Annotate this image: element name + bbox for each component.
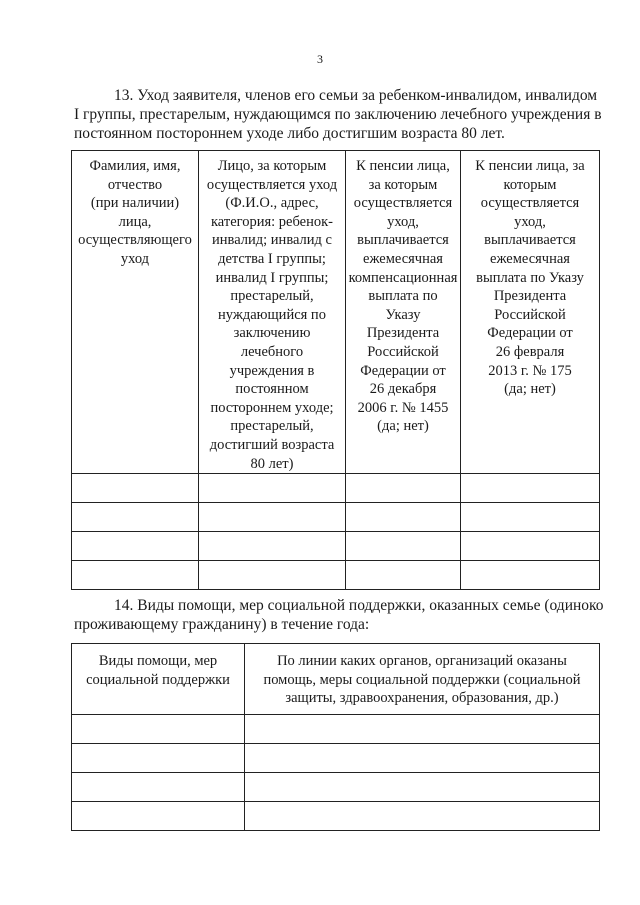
header-line: лечебного — [240, 343, 304, 360]
table-cell[interactable] — [199, 474, 346, 503]
header-line: которым — [503, 176, 557, 193]
header-line: 26 декабря — [369, 381, 437, 398]
header-line: К пенсии лица, за — [475, 158, 585, 174]
table-cell[interactable] — [72, 503, 199, 532]
care-table-header-cared-person — [199, 151, 346, 474]
header-line: К пенсии лица, — [356, 158, 450, 174]
header-line: престарелый, — [230, 418, 314, 435]
table-cell[interactable] — [346, 474, 461, 503]
table-cell[interactable] — [72, 474, 199, 503]
header-line: достигший возраста — [209, 436, 335, 453]
header-line: заключению — [233, 325, 311, 342]
header-line: 2006 г. № 1455 — [357, 399, 449, 416]
header-line: постоянном — [235, 381, 309, 398]
header-line: Федерации от — [487, 325, 573, 342]
header-line: Указу — [385, 306, 421, 323]
table-cell[interactable] — [461, 474, 600, 503]
header-line: осуществляется — [353, 195, 453, 212]
table-row — [72, 802, 600, 831]
table-cell[interactable] — [72, 561, 199, 590]
table-cell[interactable] — [72, 715, 245, 744]
table-cell[interactable] — [245, 744, 600, 773]
table-row — [72, 532, 600, 561]
header-line: 26 февраля — [495, 343, 565, 360]
header-line: социальной поддержки — [86, 671, 230, 688]
header-line: (да; нет) — [504, 381, 556, 398]
header-line: По линии каких органов, организаций оказаны — [277, 653, 567, 669]
header-line: за которым — [368, 176, 438, 193]
header-line: учреждения в — [229, 362, 315, 379]
header-line: (Ф.И.О., адрес, — [225, 195, 319, 212]
header-line: осуществляется уход — [206, 176, 338, 193]
header-line: уход, — [387, 213, 419, 230]
header-line: лица, — [118, 213, 152, 230]
support-table-header-row — [72, 644, 600, 715]
header-line: Российской — [367, 343, 439, 360]
header-line: отчество — [107, 176, 163, 193]
header-line: осуществляется — [480, 195, 580, 212]
table-cell[interactable] — [199, 503, 346, 532]
header-line: Президента — [366, 325, 440, 342]
section-13-line: 13. Уход заявителя, членов его семьи за ребенком-инвалидом, инвалидом — [114, 87, 598, 104]
support-table — [71, 643, 600, 831]
table-row — [72, 773, 600, 802]
header-line: ежемесячная — [363, 250, 443, 267]
header-line: компенсационная — [348, 269, 458, 286]
table-cell[interactable] — [245, 773, 600, 802]
table-cell[interactable] — [199, 532, 346, 561]
table-cell[interactable] — [72, 744, 245, 773]
header-line: (да; нет) — [377, 418, 429, 435]
header-line: 2013 г. № 175 — [488, 362, 572, 379]
care-table-header-payment-1455 — [346, 151, 461, 474]
care-table — [71, 150, 600, 590]
header-line: Лицо, за которым — [217, 158, 327, 174]
header-line: детства I группы; — [218, 250, 326, 267]
header-line: 80 лет) — [250, 455, 294, 472]
header-line: уход, — [514, 213, 546, 230]
care-table-header-row — [72, 151, 600, 474]
header-line: выплата по Указу — [476, 269, 584, 286]
table-row — [72, 561, 600, 590]
table-cell[interactable] — [346, 503, 461, 532]
header-line: выплачивается — [357, 232, 449, 249]
header-line: инвалид I группы; — [215, 269, 329, 286]
table-row — [72, 474, 600, 503]
table-row — [72, 503, 600, 532]
header-line: Федерации от — [360, 362, 446, 379]
table-row — [72, 715, 600, 744]
table-cell[interactable] — [461, 503, 600, 532]
header-line: ежемесячная — [490, 250, 570, 267]
table-cell[interactable] — [72, 773, 245, 802]
table-cell[interactable] — [346, 532, 461, 561]
table-cell[interactable] — [245, 715, 600, 744]
table-cell[interactable] — [72, 802, 245, 831]
header-line: Президента — [493, 288, 567, 305]
section-13-text — [74, 86, 602, 143]
header-line: Фамилия, имя, — [89, 158, 181, 174]
table-cell[interactable] — [346, 561, 461, 590]
header-line: инвалид; инвалид с — [212, 232, 332, 249]
section-14-line: проживающему гражданину) в течение года: — [74, 616, 370, 633]
header-line: категория: ребенок- — [210, 213, 334, 230]
header-line: престарелый, — [230, 288, 314, 305]
support-table-header-types — [72, 644, 245, 715]
care-table-header-payment-175 — [461, 151, 600, 474]
section-13-line: постоянном постороннем уходе либо достигшим возраста 80 лет. — [74, 125, 505, 142]
header-line: постороннем уходе; — [210, 399, 334, 416]
table-cell[interactable] — [245, 802, 600, 831]
table-cell[interactable] — [199, 561, 346, 590]
header-line: нуждающийся по — [218, 306, 326, 323]
header-line: выплата по — [368, 288, 438, 305]
table-row — [72, 744, 600, 773]
header-line: уход — [120, 250, 150, 267]
header-line: Виды помощи, мер — [98, 653, 218, 669]
header-line: Российской — [494, 306, 566, 323]
page-number: 3 — [317, 52, 323, 66]
section-14-line: 14. Виды помощи, мер социальной поддержки, оказанных семье (одиноко — [114, 597, 604, 614]
table-cell[interactable] — [461, 532, 600, 561]
header-line: выплачивается — [484, 232, 576, 249]
header-line: защиты, здравоохранения, образования, др.) — [285, 690, 559, 707]
section-14-text — [74, 596, 602, 634]
table-cell[interactable] — [461, 561, 600, 590]
support-table-header-organizations — [245, 644, 600, 715]
section-13-line: I группы, престарелым, нуждающимся по заключению лечебного учреждения в — [74, 106, 602, 123]
header-line: (при наличии) — [90, 195, 180, 212]
care-table-header-caregiver — [72, 151, 199, 474]
header-line: осуществляющего — [78, 232, 192, 249]
header-line: помощь, меры социальной поддержки (социальной — [263, 671, 581, 688]
table-cell[interactable] — [72, 532, 199, 561]
